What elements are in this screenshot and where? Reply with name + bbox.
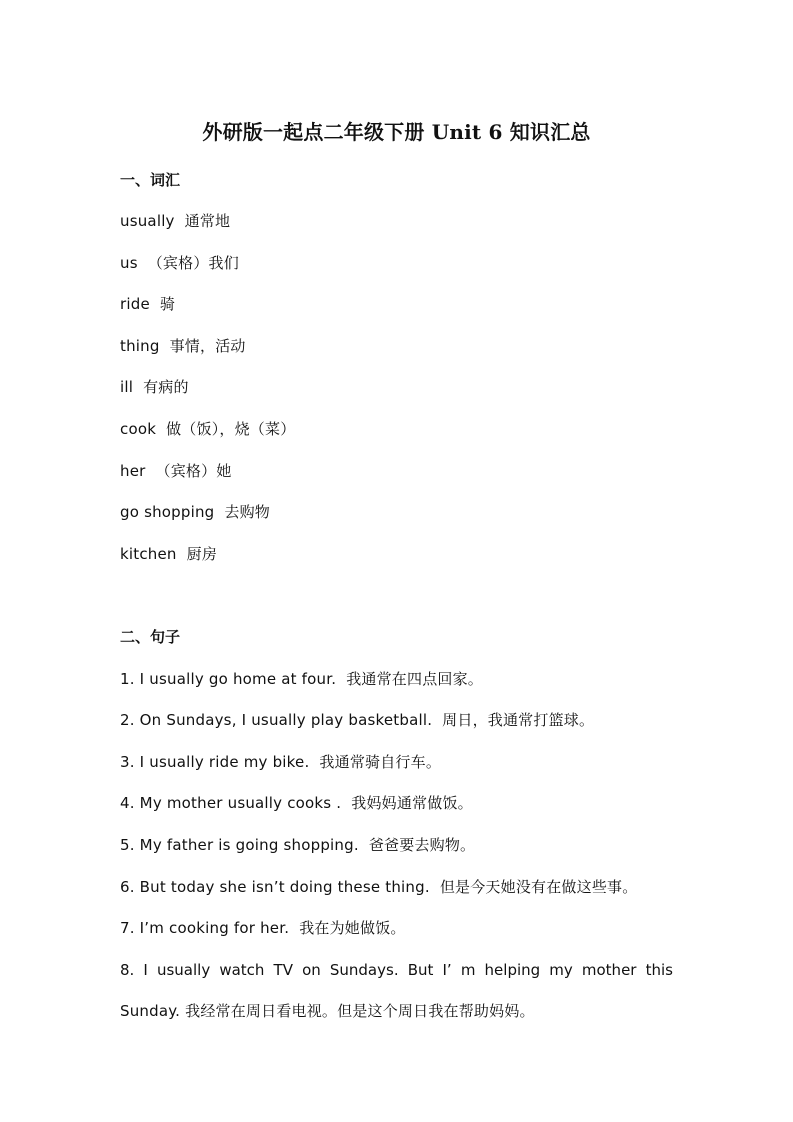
vocab-item	[120, 335, 246, 357]
vocab-cn: （宾格）她	[155, 462, 232, 480]
vocab-en: ride	[120, 295, 150, 313]
sentence-en: 7. I’m cooking for her.	[120, 919, 290, 937]
vocab-en: ill	[120, 378, 134, 396]
word: helping	[484, 961, 541, 979]
sentence-cn: 我通常骑自行车。	[319, 753, 442, 771]
vocab-item	[120, 252, 239, 274]
word: on	[302, 961, 321, 979]
sentences-heading: 二、句子	[120, 628, 181, 646]
word: my	[549, 961, 573, 979]
sentence-item	[120, 876, 637, 898]
sentence-item	[120, 917, 406, 939]
word: I’	[442, 961, 452, 979]
vocab-en: us	[120, 254, 138, 272]
vocab-cn: 事情，活动	[169, 337, 246, 355]
sentence-item	[120, 668, 483, 690]
word: Sundays.	[329, 961, 399, 979]
vocab-en: usually	[120, 212, 175, 230]
vocab-item	[120, 418, 295, 440]
vocab-cn: 骑	[159, 295, 176, 313]
vocab-item	[120, 376, 189, 398]
sentence-8-line-1	[120, 959, 673, 981]
word: mother	[581, 961, 637, 979]
vocab-en: go shopping	[120, 503, 215, 521]
vocab-en: kitchen	[120, 545, 177, 563]
vocab-item	[120, 460, 232, 482]
word: TV	[273, 961, 293, 979]
vocab-en: thing	[120, 337, 160, 355]
sentence-cn: 我通常在四点回家。	[346, 670, 484, 688]
document-title: 外研版一起点二年级下册 Unit 6 知识汇总	[202, 120, 591, 144]
vocab-en: her	[120, 462, 146, 480]
vocab-cn: 去购物	[224, 503, 271, 521]
vocab-item	[120, 543, 217, 565]
word: watch	[219, 961, 265, 979]
sentence-cn: 周日，我通常打篮球。	[442, 711, 595, 729]
vocab-cn: （宾格）我们	[147, 254, 239, 272]
vocab-cn: 通常地	[184, 212, 231, 230]
vocab-cn: 做（饭），烧（菜）	[166, 420, 296, 438]
sentence-en: 1. I usually go home at four.	[120, 670, 337, 688]
sentence-en: 6. But today she isn’t doing these thing.	[120, 878, 430, 896]
sentence-en: 2. On Sundays, I usually play basketball.	[120, 711, 433, 729]
vocab-item	[120, 210, 230, 232]
word: 8.	[120, 961, 135, 979]
sentence-8-line-2: Sunday. 我经常在周日看电视。但是这个周日我在帮助妈妈。	[120, 1002, 535, 1020]
sentence-en: 5. My father is going shopping.	[120, 836, 359, 854]
vocab-cn: 厨房	[186, 545, 218, 563]
vocab-item	[120, 293, 175, 315]
vocab-en: cook	[120, 420, 157, 438]
vocab-cn: 有病的	[143, 378, 189, 396]
sentence-item	[120, 751, 441, 773]
sentence-item	[120, 709, 594, 731]
sentence-cn: 我妈妈通常做饭。	[351, 794, 473, 812]
word: But	[407, 961, 434, 979]
word: I	[143, 961, 148, 979]
sentence-item	[120, 834, 475, 856]
sentence-item	[120, 792, 473, 814]
sentence-en: 3. I usually ride my bike.	[120, 753, 310, 771]
vocab-heading: 一、词汇	[120, 171, 181, 189]
word: m	[460, 961, 476, 979]
sentence-cn: 爸爸要去购物。	[368, 836, 476, 854]
sentence-cn: 我在为她做饭。	[299, 919, 406, 937]
vocab-item	[120, 501, 270, 523]
sentence-en: 4. My mother usually cooks .	[120, 794, 342, 812]
word: usually	[156, 961, 211, 979]
sentence-cn: 但是今天她没有在做这些事。	[439, 878, 638, 896]
word: this	[645, 961, 673, 979]
